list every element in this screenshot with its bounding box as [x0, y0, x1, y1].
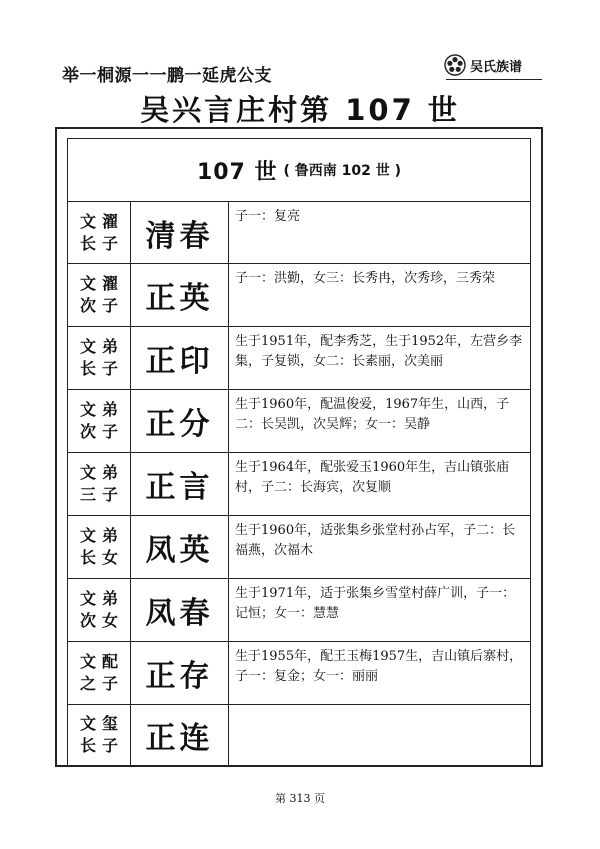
relation-char: 玺 [101, 714, 118, 733]
relation-char: 子 [101, 359, 118, 378]
table-row [68, 327, 530, 390]
relation-cell [68, 705, 131, 765]
table-row [68, 453, 530, 516]
relation-char: 弟 [101, 526, 118, 545]
relation-cell [68, 642, 131, 704]
table-row [68, 202, 530, 264]
relation-cell [68, 516, 131, 578]
table-row [68, 516, 530, 579]
relation-char: 弟 [101, 400, 118, 419]
relation-char: 弟 [101, 337, 118, 356]
person-description: 生于1955年，配王玉梅1957生，吉山镇后寨村，子一：复金；女一：丽丽 [235, 649, 523, 684]
table-row [68, 579, 530, 642]
person-description: 子一：洪勤，女三：长秀冉，次秀珍，三秀荣 [235, 271, 496, 286]
person-description: 生于1971年，适于张集乡雪堂村薛广训，子一：记恒；女一：慧慧 [235, 586, 516, 621]
relation-char: 子 [101, 485, 118, 504]
person-name: 正存 [131, 642, 229, 704]
lineage-header: 举一桐源一一鹏一延虎公支 [62, 66, 272, 86]
relation-cell [68, 390, 131, 452]
relation-char: 长 [79, 233, 96, 253]
relation-char: 长 [79, 736, 96, 755]
relation-char: 文 [79, 714, 96, 733]
relation-char: 长 [79, 359, 96, 378]
relation-cell [68, 453, 131, 515]
relation-char: 之 [79, 674, 96, 693]
person-name: 清春 [131, 202, 229, 263]
generation-label: 107 世 [196, 159, 278, 185]
relation-char: 弟 [101, 463, 118, 482]
genealogy-table [67, 138, 531, 766]
logo-underline [446, 79, 542, 80]
page-title: 吴兴言庄村第 107 世 [140, 93, 460, 127]
person-description [229, 705, 530, 765]
relation-char: 文 [79, 652, 96, 671]
person-description: 生于1960年，适张集乡张堂村孙占军，子二：长福燕，次福木 [235, 523, 516, 558]
relation-cell [68, 202, 131, 263]
relation-char: 子 [101, 233, 118, 253]
person-name: 正言 [131, 453, 229, 515]
relation-char: 文 [79, 400, 96, 419]
clan-seal-icon [444, 54, 466, 76]
generation-header [68, 139, 530, 202]
person-name: 正英 [131, 264, 229, 326]
relation-char: 次 [79, 422, 96, 441]
relation-cell [68, 579, 131, 641]
relation-char: 文 [79, 274, 96, 293]
relation-char: 文 [79, 526, 96, 545]
person-name: 正印 [131, 327, 229, 389]
person-name: 凤英 [131, 516, 229, 578]
person-description: 生于1951年，配李秀芝，生于1952年，左营乡李集，子复锁，女二：长素丽，次美丽 [235, 334, 523, 369]
relation-char: 子 [101, 296, 118, 315]
person-description: 子一：复亮 [235, 209, 301, 224]
relation-char: 女 [101, 611, 118, 630]
table-row [68, 705, 530, 765]
person-name: 凤春 [131, 579, 229, 641]
page-number: 第 313 页 [275, 792, 325, 805]
relation-char: 文 [79, 211, 96, 231]
person-description: 生于1964年，配张爱玉1960年生，吉山镇张庙村，子二：长海宾，次复顺 [235, 460, 510, 495]
person-name: 正分 [131, 390, 229, 452]
relation-char: 弟 [101, 589, 118, 608]
relation-char: 子 [101, 422, 118, 441]
relation-cell [68, 327, 131, 389]
relation-char: 三 [79, 485, 96, 504]
relation-char: 次 [79, 296, 96, 315]
table-row [68, 390, 530, 453]
clan-logo [444, 52, 542, 78]
person-name: 正连 [131, 705, 229, 765]
relation-char: 长 [79, 548, 96, 567]
relation-char: 濯 [101, 211, 118, 231]
relation-cell [68, 264, 131, 326]
relation-char: 文 [79, 337, 96, 356]
relation-char: 文 [79, 463, 96, 482]
relation-char: 濯 [101, 274, 118, 293]
generation-sub-label: ( 鲁西南 102 世 ) [283, 163, 402, 179]
relation-char: 子 [101, 674, 118, 693]
table-row [68, 642, 530, 705]
relation-char: 次 [79, 611, 96, 630]
relation-char: 配 [101, 652, 118, 671]
person-description: 生于1960年，配温俊爱，1967年生，山西，子二：长吴凯，次吴辉；女一：吴静 [235, 397, 510, 432]
logo-text: 吴氏族谱 [470, 59, 523, 75]
relation-char: 女 [101, 548, 118, 567]
relation-char: 文 [79, 589, 96, 608]
table-row [68, 264, 530, 327]
relation-char: 子 [101, 736, 118, 755]
